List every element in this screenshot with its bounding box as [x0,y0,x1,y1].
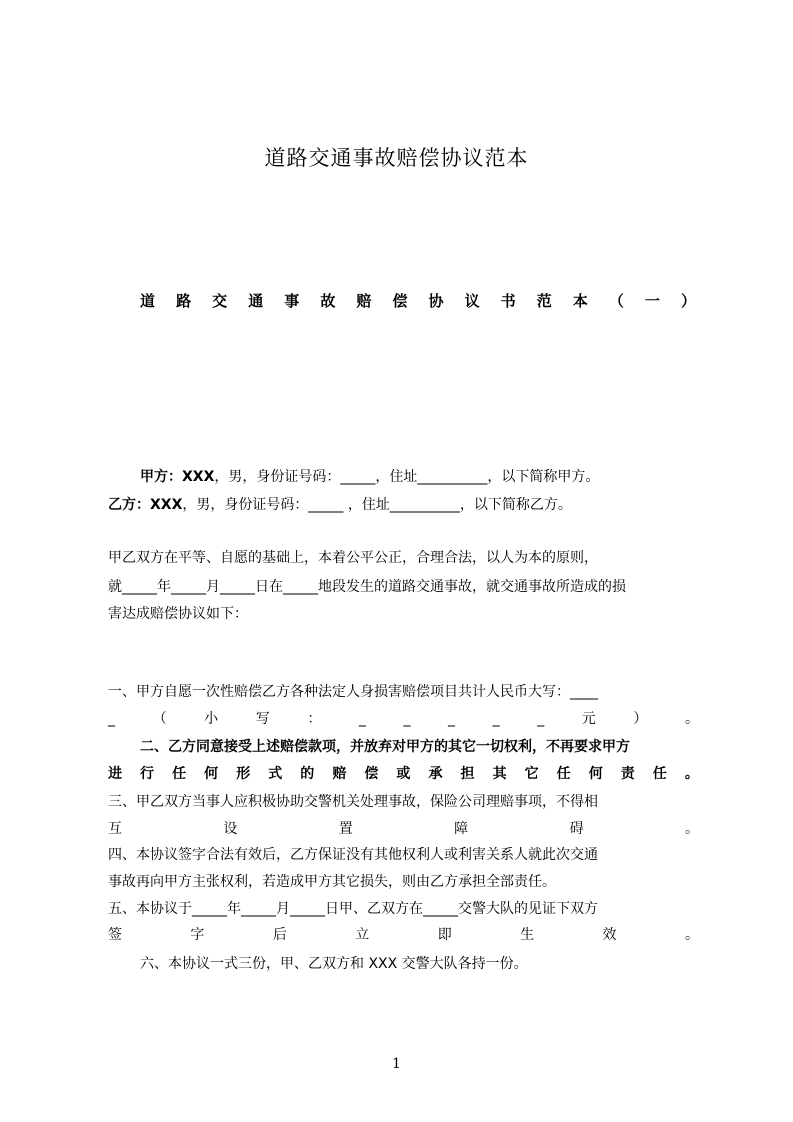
clause-2-char: 式 [268,766,283,782]
clause-2-char: 它 [524,766,539,782]
clause-2-char: 任 [652,766,667,782]
clause-1-char: _ [108,711,115,727]
subtitle-char: 通 [248,292,264,310]
clause-2-char: 承 [428,766,443,782]
clause-1-char: _ [403,711,411,727]
clause-2-char: 或 [396,766,411,782]
document-title: 道路交通事故赔偿协议范本 [264,146,529,170]
clause-1-char: ： [307,711,322,727]
clause-5-char: 后 [272,927,287,943]
clause-2-char: 形 [236,766,251,782]
clause-5-line-2 [108,925,699,945]
clause-5-char: 字 [190,927,205,943]
party-a-label: 甲方：XXX [140,469,215,485]
clause-1-char: _ [537,711,545,727]
clause-5-char: 生 [520,927,535,943]
clause-5-line-1: 五、本协议于_____年_____月_____日甲、乙双方在_____交警大队的见证下双方 [108,901,598,917]
clause-1-char: 小 [204,711,219,727]
clause-1-line-2 [108,709,699,729]
subtitle-char: 道 [140,292,156,310]
subtitle-char: 路 [176,292,192,310]
party-a-line [140,467,699,487]
clause-1-char: _ [448,711,456,727]
subtitle-char: 范 [536,292,552,310]
clause-5-char: 即 [437,927,452,943]
subtitle-char: 赔 [356,292,372,310]
clause-3-line-1: 三、甲乙双方当事人应积极协助交警机关处理事故，保险公司理赔事项，不得相 [108,794,598,810]
subtitle-char: 偿 [392,292,408,310]
clause-2-char: 赔 [332,766,347,782]
party-a-text: ，男，身份证号码：_____，住址__________，以下简称甲方。 [214,469,600,485]
clause-1-char: _ [358,711,366,727]
intro-line-1: 甲乙双方在平等、自愿的基础上，本着公平公正，合理合法，以人为本的原则， [108,550,598,566]
intro-line-2: 就_____年_____月_____日在_____地段发生的道路交通事故，就交通事故所造成的损 [108,579,626,595]
clause-4-line-2: 事故再向甲方主张权利，若造成甲方其它损失，则由乙方承担全部责任。 [108,874,556,890]
clause-2-char: 进 [108,766,122,782]
subtitle-char: 事 [284,292,300,310]
subtitle-char: 交 [212,292,228,310]
subtitle-char: 议 [464,292,480,310]
clause-1-char: 元 [581,711,596,727]
agreement-subtitle [140,290,696,311]
clause-2-line-1: 二、乙方同意接受上述赔偿款项，并放弃对甲方的其它一切权利，不再要求甲方 [140,739,630,755]
clause-4-line-1: 四、本协议签字合法有效后，乙方保证没有其他权利人或利害关系人就此次交通 [108,847,598,863]
clause-3-line-2 [108,819,699,839]
clause-2-char: 任 [556,766,571,782]
page-number: 1 [392,1056,401,1072]
clause-1-char: ） [633,711,648,727]
clause-1-char: 。 [684,711,699,727]
clause-2-char: 责 [620,766,635,782]
subtitle-char: ） [680,292,696,310]
subtitle-char: 本 [572,292,588,310]
clause-2-char: 任 [172,766,187,782]
clause-3-char: 。 [684,821,699,837]
clause-1-char: _ [492,711,500,727]
clause-5-char: 立 [355,927,370,943]
clause-3-char: 设 [223,821,238,837]
clause-2-char: 。 [684,766,699,782]
clause-2-char: 的 [300,766,315,782]
clause-2-char: 行 [140,766,155,782]
clause-5-char: 。 [684,927,699,943]
intro-line-3: 害达成赔偿协议如下： [108,606,248,622]
clause-2-line-2 [108,764,699,784]
clause-2-char: 偿 [364,766,379,782]
clause-3-char: 互 [108,821,122,837]
party-b-line [108,495,699,515]
subtitle-char: （ [608,292,624,310]
clause-2-char: 何 [204,766,219,782]
subtitle-char: 一 [644,292,660,310]
clause-2-char: 何 [588,766,603,782]
subtitle-char: 书 [500,292,516,310]
subtitle-char: 协 [428,292,444,310]
clause-1-char: （ [152,711,167,727]
clause-3-char: 碍 [569,821,584,837]
party-b-label: 乙方：XXX [108,497,183,513]
clause-5-char: 效 [602,927,617,943]
clause-2-char: 担 [460,766,475,782]
clause-3-char: 障 [454,821,469,837]
clause-2-char: 其 [492,766,507,782]
clause-3-char: 置 [338,821,353,837]
party-b-text: ，男，身份证号码：_____ ，住址__________，以下简称乙方。 [182,497,572,513]
clause-6: 六、本协议一式三份，甲、乙双方和 XXX 交警大队各持一份。 [140,956,528,972]
clause-1-char: 写 [255,711,270,727]
clause-5-char: 签 [108,927,122,943]
subtitle-char: 故 [320,292,336,310]
clause-1-line-1: 一、甲方自愿一次性赔偿乙方各种法定人身损害赔偿项目共计人民币大写：____ [108,684,598,700]
